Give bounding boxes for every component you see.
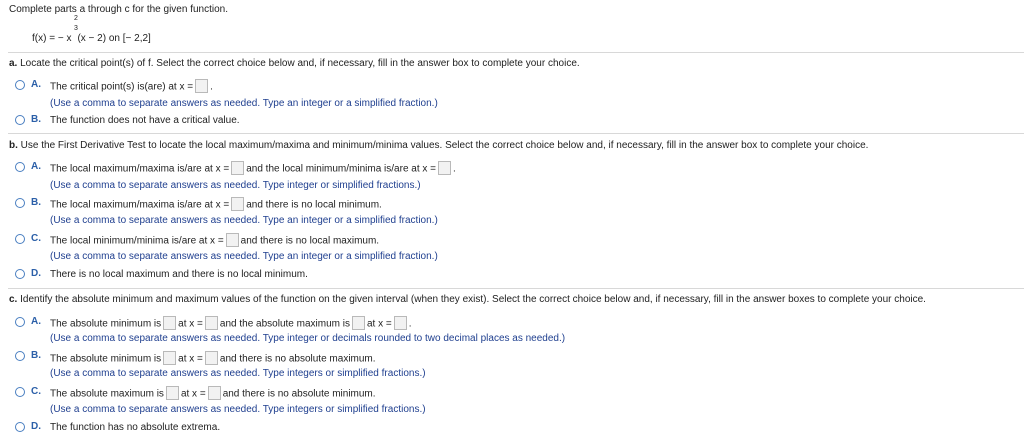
part-b-option-b-hint: (Use a comma to separate answers as needed. Type an integer or a simplified fraction.) [50, 215, 438, 226]
divider [8, 288, 1024, 289]
part-b-option-d-radio[interactable] [15, 269, 25, 279]
part-a-option-a-text: The critical point(s) is(are) at x = . [50, 80, 213, 94]
instruction-text: Complete parts a through c for the given function. [9, 4, 229, 15]
part-c-option-b-letter: B. [31, 350, 41, 361]
divider [8, 52, 1024, 53]
part-c-option-b-radio[interactable] [15, 351, 25, 361]
part-b-option-c-radio[interactable] [15, 234, 25, 244]
part-b-option-b-text: The local maximum/maxima is/are at x = and there is no local minimum. [50, 198, 382, 212]
part-a-option-b-radio[interactable] [15, 115, 25, 125]
part-b-b-max-box[interactable] [231, 197, 244, 211]
part-a-question: a. Locate the critical point(s) of f. Select the correct choice below and, if necessary, fill in the answer box to complete your choice. [9, 58, 580, 69]
part-b-option-d-text: There is no local maximum and there is no local minimum. [50, 269, 308, 280]
exponent-denominator: 3 [74, 25, 78, 32]
part-c-option-d-letter: D. [31, 421, 41, 432]
part-c-a-max-value-box[interactable] [352, 316, 365, 330]
function-definition [32, 33, 151, 44]
part-a-option-a-letter: A. [31, 79, 41, 90]
part-c-option-c-text: The absolute maximum is at x = and there is no absolute minimum. [50, 387, 376, 401]
part-c-option-a-hint: (Use a comma to separate answers as needed. Type integer or decimals rounded to two decimal places as needed.) [50, 333, 566, 344]
part-c-b-min-x-box[interactable] [205, 351, 218, 365]
part-c-option-b-hint: (Use a comma to separate answers as needed. Type integers or simplified fractions.) [50, 368, 426, 379]
part-c-b-min-value-box[interactable] [163, 351, 176, 365]
part-b-option-c-letter: C. [31, 233, 41, 244]
part-b-option-a-radio[interactable] [15, 162, 25, 172]
part-c-question: c. Identify the absolute minimum and maximum values of the function on the given interval (when they exist). Select the correct choice below and, if necessary, fill in the answer boxes to complete your choice. [9, 294, 926, 305]
part-b-question: b. Use the First Derivative Test to locate the local maximum/maxima and minimum/minima values. Select the correct choice below and, if necessary, fill in the answer box to complete your choice. [9, 140, 869, 151]
part-c-option-c-radio[interactable] [15, 387, 25, 397]
part-b-a-max-box[interactable] [231, 161, 244, 175]
part-b-option-c-hint: (Use a comma to separate answers as needed. Type an integer or a simplified fraction.) [50, 251, 438, 262]
part-a-option-b-letter: B. [31, 114, 41, 125]
part-a-answer-box[interactable] [195, 79, 208, 93]
function-suffix: (x − 2) on [− 2,2] [77, 33, 151, 44]
divider [8, 133, 1024, 134]
part-b-option-a-hint: (Use a comma to separate answers as needed. Type integer or simplified fractions.) [50, 180, 421, 191]
part-b-option-c-text: The local minimum/minima is/are at x = and there is no local maximum. [50, 234, 379, 248]
part-c-a-min-x-box[interactable] [205, 316, 218, 330]
part-b-option-b-letter: B. [31, 197, 41, 208]
part-b-a-min-box[interactable] [438, 161, 451, 175]
part-c-c-max-value-box[interactable] [166, 386, 179, 400]
part-c-a-min-value-box[interactable] [163, 316, 176, 330]
part-b-option-a-letter: A. [31, 161, 41, 172]
part-c-c-max-x-box[interactable] [208, 386, 221, 400]
exponent-numerator: 2 [74, 15, 78, 22]
part-b-option-d-letter: D. [31, 268, 41, 279]
part-a-option-b-text: The function does not have a critical value. [50, 115, 240, 126]
part-c-option-a-letter: A. [31, 316, 41, 327]
part-c-option-c-hint: (Use a comma to separate answers as needed. Type integers or simplified fractions.) [50, 404, 426, 415]
part-b-c-min-box[interactable] [226, 233, 239, 247]
part-c-option-a-radio[interactable] [15, 317, 25, 327]
part-b-option-b-radio[interactable] [15, 198, 25, 208]
part-a-option-a-radio[interactable] [15, 80, 25, 90]
part-c-option-a-text: The absolute minimum is at x = and the absolute maximum is at x = . [50, 317, 412, 331]
part-c-option-d-radio[interactable] [15, 422, 25, 432]
part-c-option-c-letter: C. [31, 386, 41, 397]
part-b-option-a-text: The local maximum/maxima is/are at x = and the local minimum/minima is/are at x = . [50, 162, 456, 176]
part-c-option-d-text: The function has no absolute extrema. [50, 422, 221, 433]
function-prefix: f(x) = − x [32, 33, 72, 44]
part-c-option-b-text: The absolute minimum is at x = and there is no absolute maximum. [50, 352, 376, 366]
part-c-a-max-x-box[interactable] [394, 316, 407, 330]
part-a-option-a-hint: (Use a comma to separate answers as needed. Type an integer or a simplified fraction.) [50, 98, 438, 109]
